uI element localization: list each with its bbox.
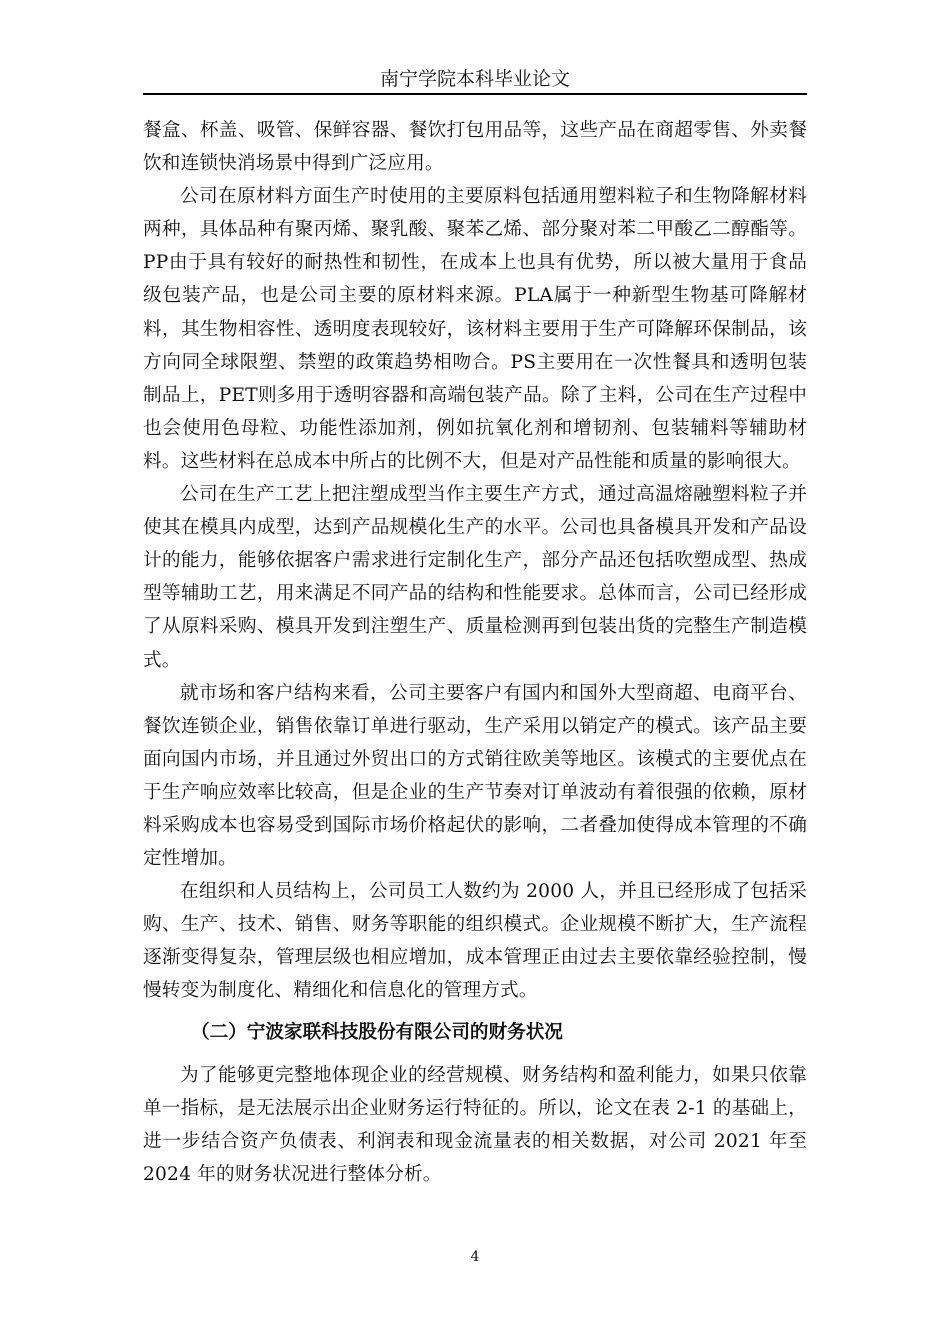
body-paragraph-financial-intro: 为了能够更完整地体现企业的经营规模、财务结构和盈利能力，如果只依靠单一指标，是无法展示出企业财务运行特征的。所以，论文在表 2-1 的基础上，进一步结合资产负债表、利润表和现金流量表的相关数据，对公司 2021 年至 2024 年的财务状况进行整体分析。	[143, 1064, 807, 1185]
document-body	[143, 114, 807, 1191]
page-header-title: 南宁学院本科毕业论文	[379, 68, 570, 90]
body-paragraph-production-process: 公司在生产工艺上把注塑成型当作主要生产方式，通过高温熔融塑料粒子并使其在模具内成型，达到产品规模化生产的水平。公司也具备模具开发和产品设计的能力，能够依据客户需求进行定制化生产，部分产品还包括吹塑成型、热成型等辅助工艺，用来满足不同产品的结构和性能要求。总体而言，公司已经形成了从原料采购、模具开发到注塑生产、质量检测再到包装出货的完整生产制造模式。	[143, 484, 807, 671]
body-paragraph-organization: 在组织和人员结构上，公司员工人数约为 2000 人，并且已经形成了包括采购、生产、技术、销售、财务等职能的组织模式。企业规模不断扩大，生产流程逐渐变得复杂，管理层级也相应增加，成本管理正由过去主要依靠经验控制，慢慢转变为制度化、精细化和信息化的管理方式。	[143, 881, 807, 1002]
body-paragraph-market-structure: 就市场和客户结构来看，公司主要客户有国内和国外大型商超、电商平台、餐饮连锁企业，销售依靠订单进行驱动，生产采用以销定产的模式。该产品主要面向国内市场，并且通过外贸出口的方式销往欧美等地区。该模式的主要优点在于生产响应效率比较高，但是企业的生产节奏对订单波动有着很强的依赖，原材料采购成本也容易受到国际市场价格起伏的影响，二者叠加使得成本管理的不确定性增加。	[143, 682, 807, 870]
page-number: 4	[470, 1249, 480, 1265]
header-divider	[143, 93, 807, 95]
section-heading: （二）宁波家联科技股份有限公司的财务状况	[191, 1021, 563, 1043]
body-paragraph-continued: 餐盒、杯盖、吸管、保鲜容器、餐饮打包用品等，这些产品在商超零售、外卖餐饮和连锁快消场景中得到广泛应用。	[143, 120, 807, 175]
body-paragraph-raw-materials: 公司在原材料方面生产时使用的主要原料包括通用塑料粒子和生物降解材料两种，具体品种有聚丙烯、聚乳酸、聚苯乙烯、部分聚对苯二甲酸乙二醇酯等。PP由于具有较好的耐热性和韧性，在成本上也具有优势，所以被大量用于食品级包装产品，也是公司主要的原材料来源。PLA属于一种新型生物基可降解材料，其生物相容性、透明度表现较好，该材料主要用于生产可降解环保制品，该方向同全球限塑、禁塑的政策趋势相吻合。PS主要用在一次性餐具和透明包装制品上，PET则多用于透明容器和高端包装产品。除了主料，公司在生产过程中也会使用色母粒、功能性添加剂，例如抗氧化剂和增韧剂、包装辅料等辅助材料。这些材料在总成本中所占的比例不大，但是对产品性能和质量的影响很大。	[143, 186, 807, 472]
